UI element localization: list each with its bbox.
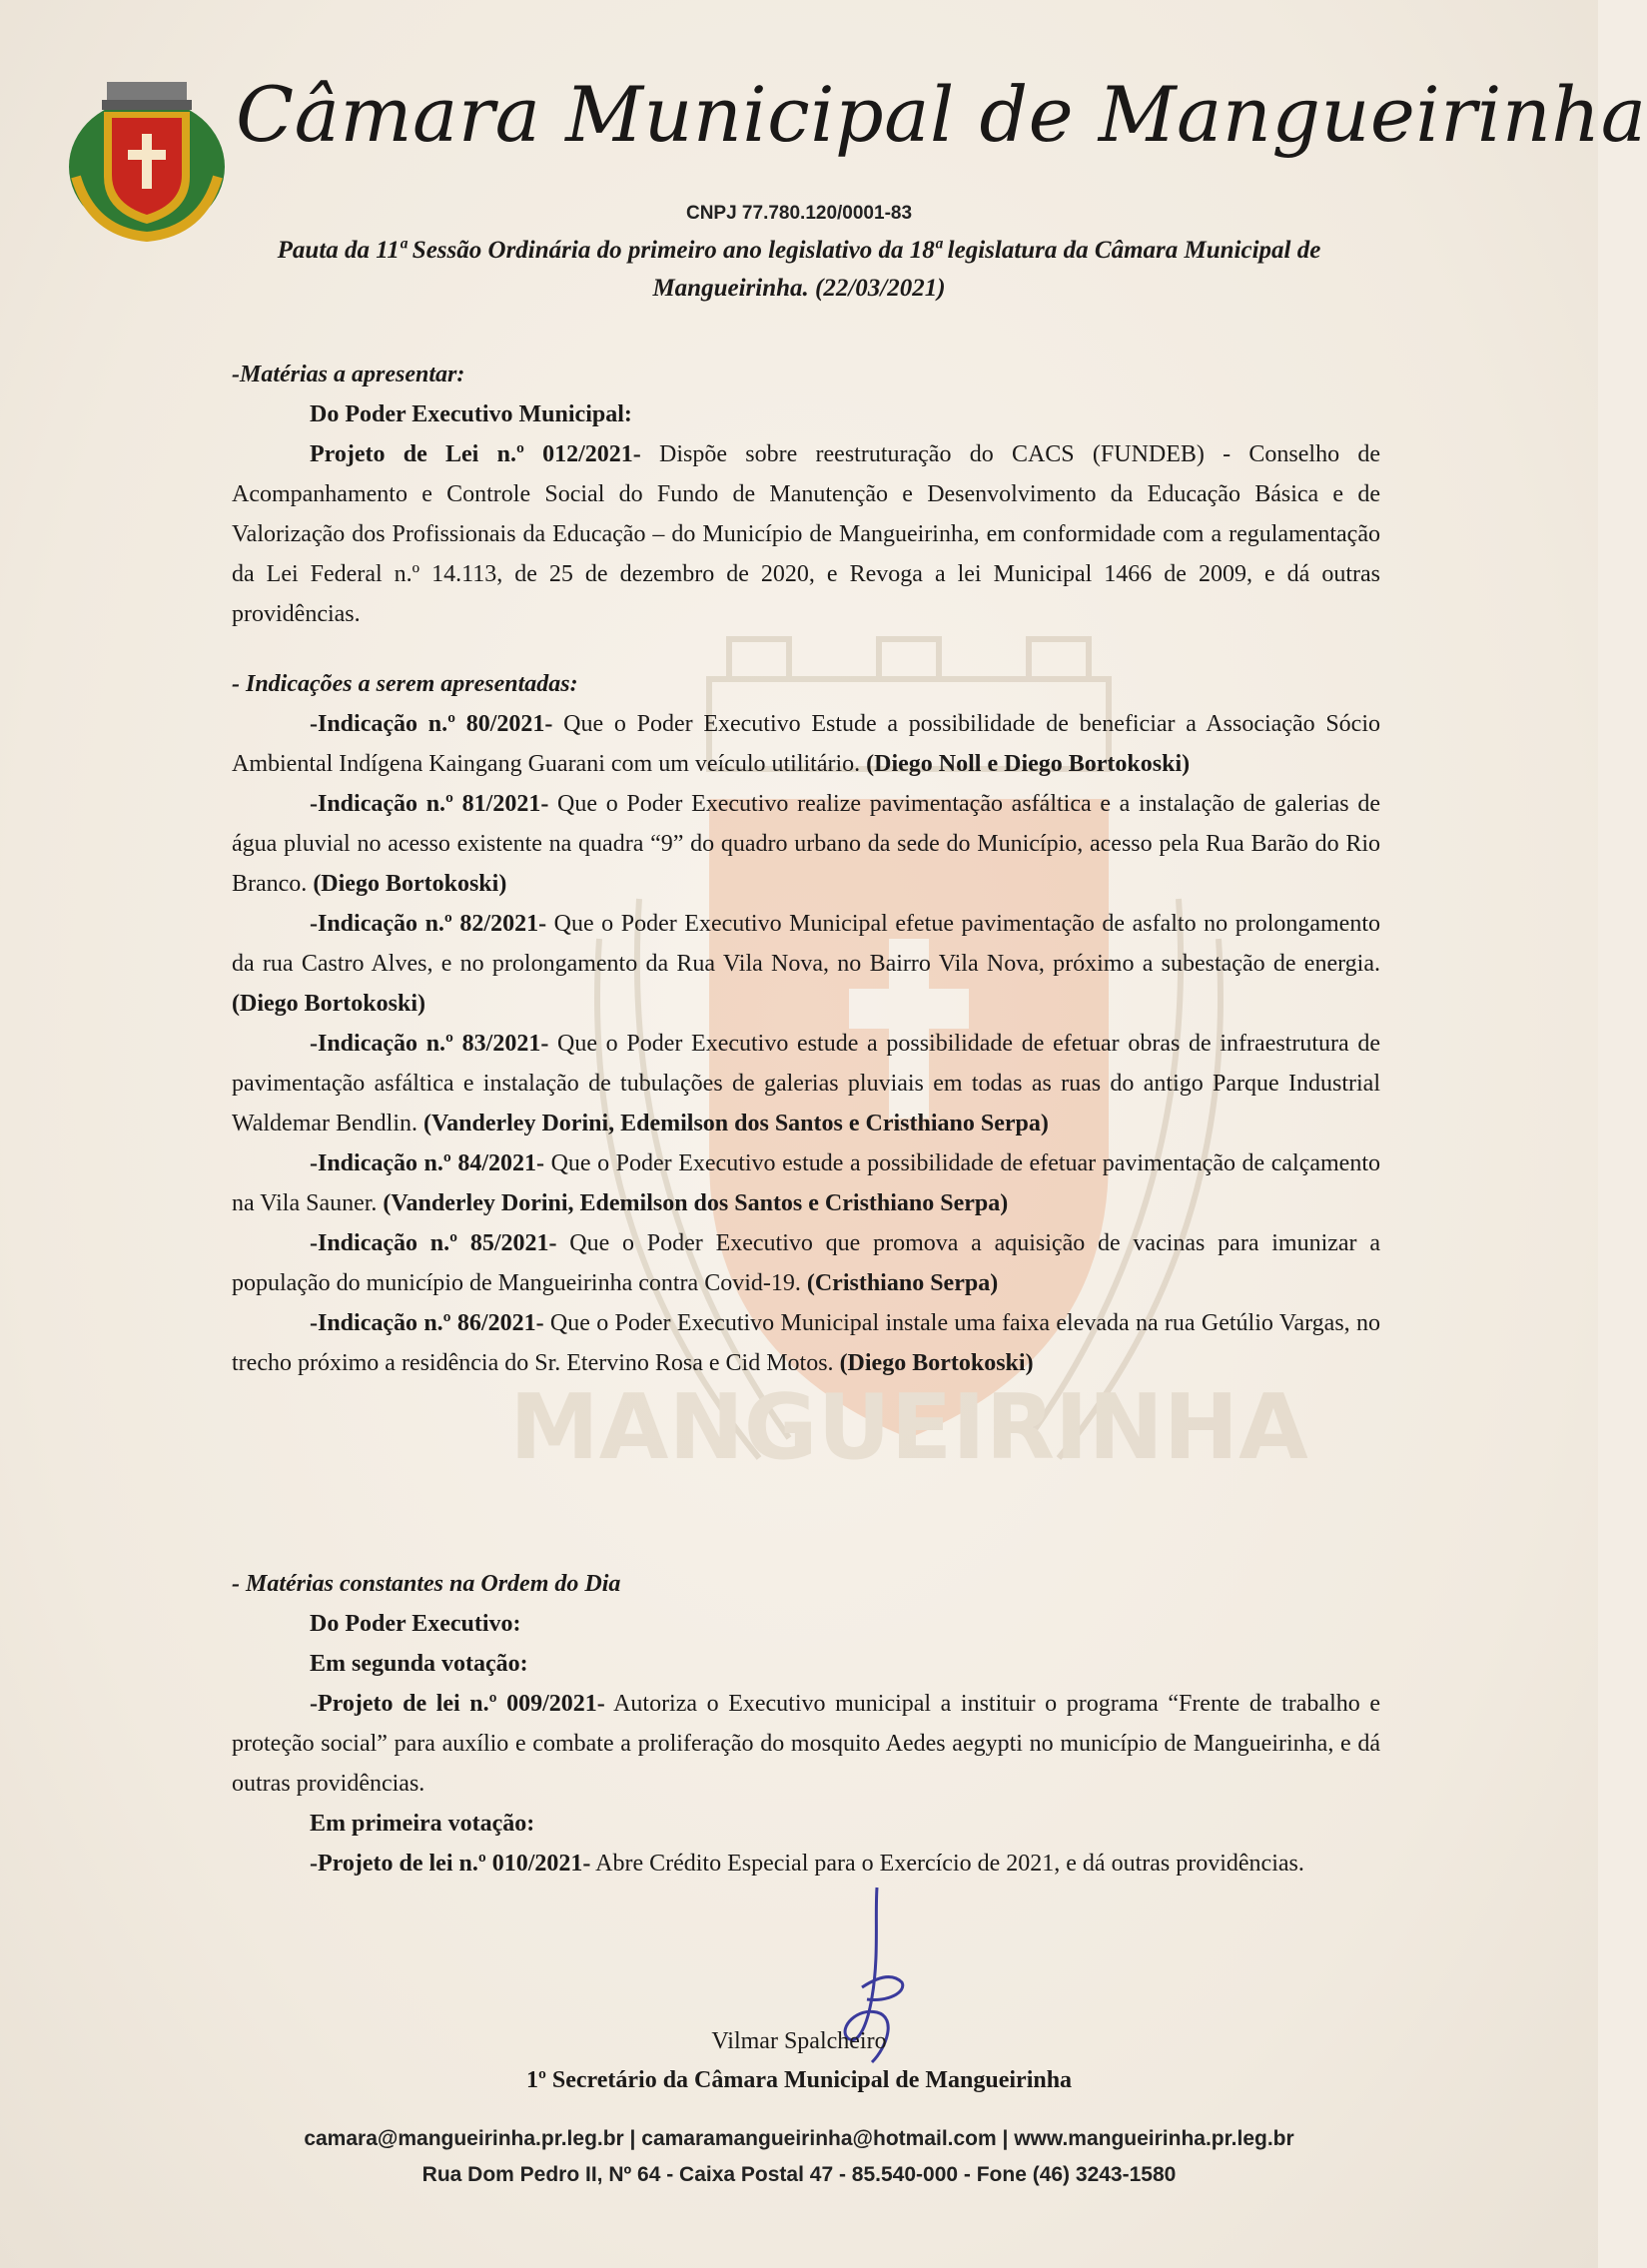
indicacao-text: Que o Poder Executivo Municipal instale uma faixa elevada na rua Getúlio Vargas, no trecho próximo a residência do Sr. Etervino Rosa e Cid Motos.	[232, 1310, 1380, 1376]
indicacao-item	[232, 1143, 1380, 1223]
indicacao-item	[232, 1303, 1380, 1383]
indicacao-text: Que o Poder Executivo que promova a aquisição de vacinas para imunizar a população do município de Mangueirinha contra Covid-19.	[232, 1230, 1380, 1296]
indicacao-label: -Indicação n.º 83/2021-	[310, 1031, 549, 1057]
indicacao-label: -Indicação n.º 85/2021-	[310, 1230, 557, 1256]
project-text: Autoriza o Executivo municipal a instituir o programa “Frente de trabalho e proteção social” para auxílio e combate a proliferação do mosquito Aedes aegypti no município de Mangueirinha, e dá outras providências.	[232, 1691, 1380, 1797]
indicacao-text: Que o Poder Executivo Estude a possibilidade de beneficiar a Associação Sócio Ambiental Indígena Kaingang Guarani com um veículo utilitário.	[232, 711, 1380, 777]
signer-role: 1º Secretário da Câmara Municipal de Mangueirinha	[525, 2067, 1073, 2093]
indicacao-label: -Indicação n.º 81/2021-	[310, 791, 549, 817]
session-subtitle: Pauta da 11ª Sessão Ordinária do primeiro ano legislativo da 18ª legislatura da Câmara Municipal de Mangueirinha. (22/03/2021)	[277, 237, 1321, 302]
project-label: -Projeto de lei n.º 009/2021-	[310, 1691, 605, 1717]
footer-address: Rua Dom Pedro II, Nº 64 - Caixa Postal 47 - 85.540-000 - Fone (46) 3243-1580	[421, 2163, 1177, 2186]
indicacao-text: Que o Poder Executivo Municipal efetue pavimentação de asfalto no prolongamento da rua Castro Alves, e no prolongamento da Rua Vila Nova, no Bairro Vila Nova, próximo a subestação de energia.	[232, 911, 1380, 977]
section-subheading: Do Poder Executivo:	[310, 1611, 521, 1637]
org-title: Câmara Municipal de Mangueirinha	[236, 70, 1647, 159]
indicacao-item	[232, 704, 1380, 784]
section-heading: -Matérias a apresentar:	[232, 362, 465, 387]
project-text: Abre Crédito Especial para o Exercício de 2021, e dá outras providências.	[590, 1851, 1304, 1877]
project-label: -Projeto de lei n.º 010/2021-	[310, 1851, 591, 1877]
signer-name: Vilmar Spalcheiro	[711, 2028, 887, 2054]
vote-heading-second: Em segunda votação:	[310, 1651, 528, 1677]
section-materias-apresentar	[232, 355, 1380, 634]
section-heading: - Matérias constantes na Ordem do Dia	[232, 1571, 621, 1597]
indicacao-authors: (Diego Noll e Diego Bortokoski)	[866, 751, 1191, 777]
indicacao-authors: (Cristhiano Serpa)	[806, 1270, 999, 1296]
indicacao-authors: (Vanderley Dorini, Edemilson dos Santos e Cristhiano Serpa)	[423, 1111, 1049, 1136]
indicacao-label: -Indicação n.º 82/2021-	[310, 911, 547, 937]
indicacao-label: -Indicação n.º 84/2021-	[310, 1150, 545, 1176]
indicacao-authors: (Diego Bortokoski)	[232, 991, 425, 1017]
project-paragraph	[232, 1844, 1380, 1884]
section-ordem-do-dia	[232, 1564, 1380, 1884]
indicacao-text: Que o Poder Executivo estude a possibilidade de efetuar obras de infraestrutura de pavimentação asfáltica e instalação de tubulações de galerias pluviais em todas as ruas do antigo Parque Industrial Waldemar Bendlin.	[232, 1031, 1380, 1136]
project-paragraph	[232, 434, 1380, 634]
footer-contacts: camara@mangueirinha.pr.leg.br | camaramangueirinha@hotmail.com | www.mangueirinha.pr.leg.br	[304, 2127, 1294, 2150]
section-heading: - Indicações a serem apresentadas:	[232, 671, 578, 697]
watermark-text: MANGUEIRINHA	[509, 1375, 1308, 1480]
indicacao-text: Que o Poder Executivo estude a possibilidade de efetuar pavimentação de calçamento na Vila Sauner.	[232, 1150, 1381, 1216]
project-text: Dispõe sobre reestruturação do CACS (FUNDEB) - Conselho de Acompanhamento e Controle Social do Fundo de Manutenção e Desenvolvimento da Educação Básica e de Valorização dos Profissionais da Educação – do Município de Mangueirinha, em conformidade com a regulamentação da Lei Federal n.º 14.113, de 25 de dezembro de 2020, e Revoga a lei Municipal 1466 de 2009, e dá outras providências.	[232, 441, 1380, 627]
cnpj: CNPJ 77.780.120/0001-83	[685, 203, 913, 224]
indicacao-authors: (Vanderley Dorini, Edemilson dos Santos e Cristhiano Serpa)	[383, 1190, 1009, 1216]
indicacao-item	[232, 784, 1380, 904]
indicacao-label: -Indicação n.º 86/2021-	[310, 1310, 544, 1336]
indicacao-item	[232, 1024, 1380, 1143]
section-indicacoes	[232, 664, 1380, 1383]
indicacao-label: -Indicação n.º 80/2021-	[310, 711, 553, 737]
section-subheading: Do Poder Executivo Municipal:	[310, 401, 632, 427]
indicacao-authors: (Diego Bortokoski)	[313, 871, 507, 897]
indicacao-authors: (Diego Bortokoski)	[839, 1350, 1034, 1376]
project-paragraph	[232, 1684, 1380, 1804]
project-label: Projeto de Lei n.º 012/2021-	[310, 441, 641, 467]
vote-heading-first: Em primeira votação:	[310, 1811, 535, 1837]
indicacao-text: Que o Poder Executivo realize pavimentação asfáltica e a instalação de galerias de água pluvial no acesso existente na quadra “9” do quadro urbano da sede do Município, acesso pela Rua Barão do Rio Branco.	[232, 791, 1380, 897]
indicacao-item	[232, 1223, 1380, 1303]
indicacao-item	[232, 904, 1380, 1024]
